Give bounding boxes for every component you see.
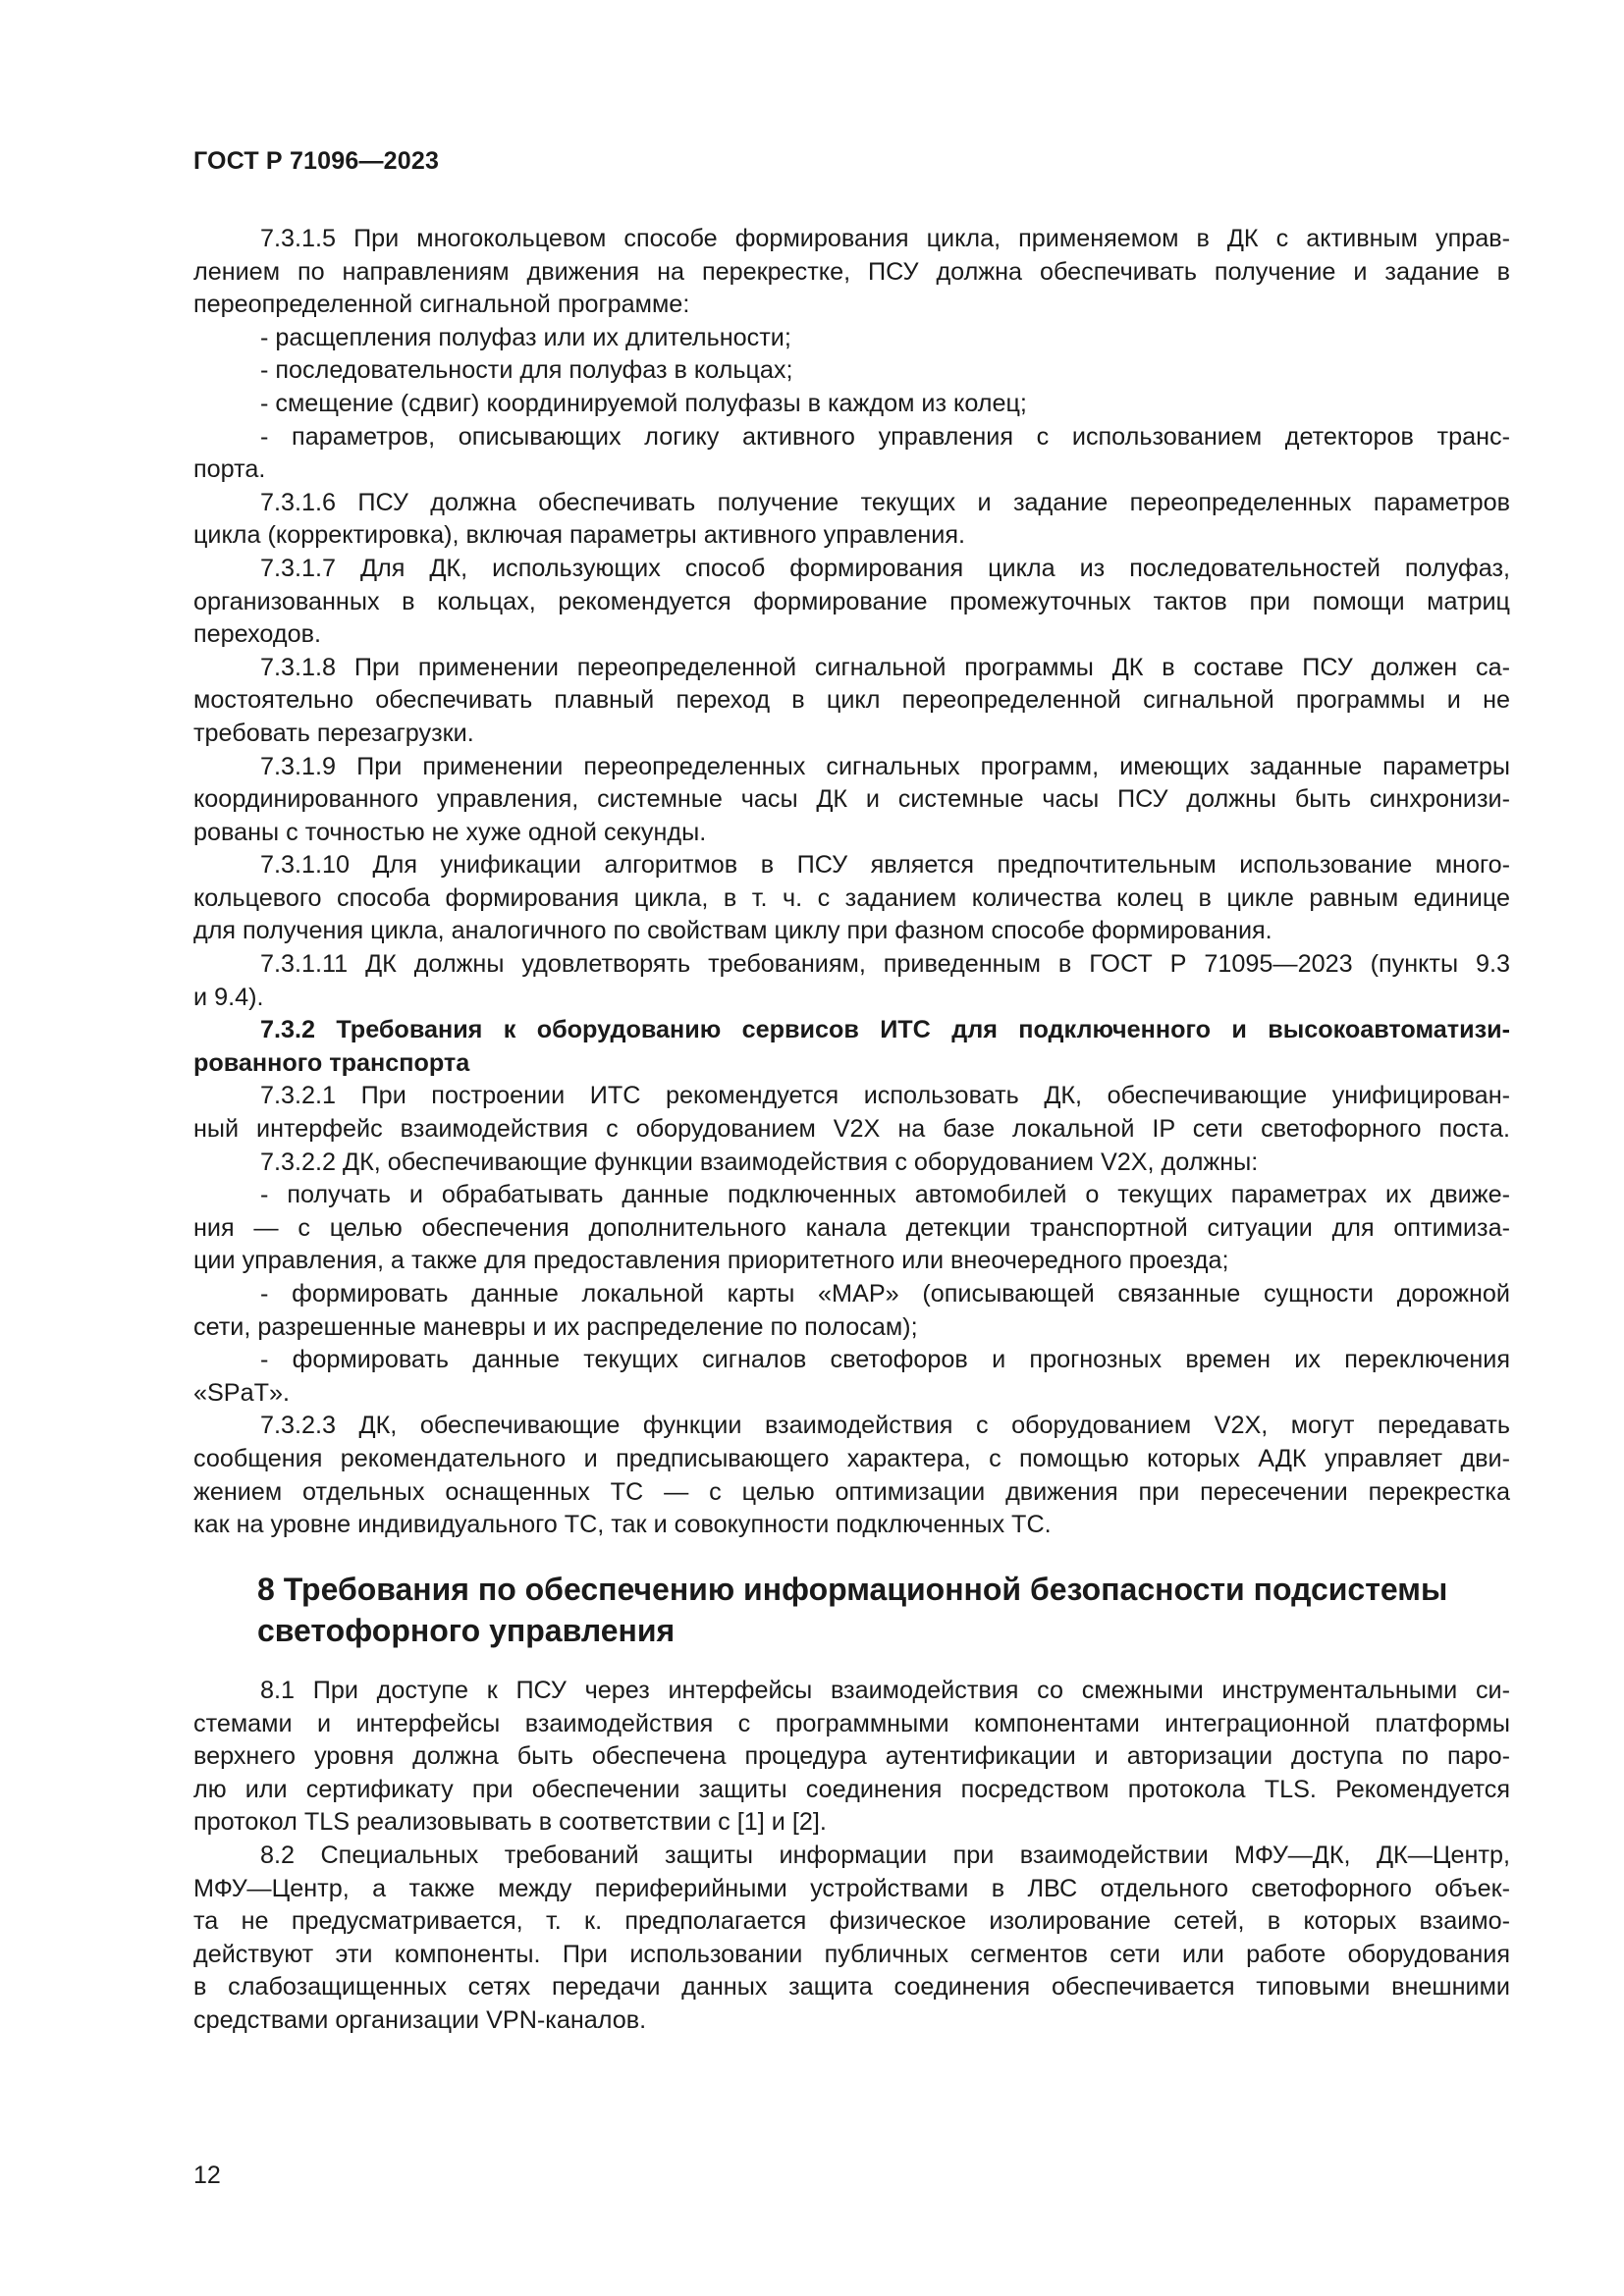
text-line: координированного управления, системные часы ДК и системные часы ПСУ должны быть синхронизи-	[193, 785, 1510, 814]
text-line: цикла (корректировка), включая параметры активного управления.	[193, 521, 966, 550]
text-line: 7.3.2.3 ДК, обеспечивающие функции взаимодействия с оборудованием V2X, могут передавать	[260, 1412, 1510, 1440]
text-line: порта.	[193, 455, 266, 484]
text-line: ный интерфейс взаимодействия с оборудованием V2X на базе локальной IP сети светофорного поста.	[193, 1115, 1510, 1144]
text-line: кольцевого способа формирования цикла, в т. ч. с заданием количества колец в цикле равным единице	[193, 883, 1510, 912]
text-line: - формировать данные текущих сигналов светофоров и прогнозных времен их переключения	[260, 1346, 1510, 1374]
section-8-heading-line-2: светофорного управления	[257, 1613, 676, 1648]
text-line: 7.3.1.7 Для ДК, использующих способ формирования цикла из последовательностей полуфаз,	[260, 554, 1510, 582]
text-line: 7.3.2.2 ДК, обеспечивающие функции взаимодействия с оборудованием V2X, должны:	[260, 1148, 1259, 1176]
text-line: организованных в кольцах, рекомендуется формирование промежуточных тактов при помощи матриц	[193, 587, 1510, 615]
text-line: лением по направлениям движения на перекрестке, ПСУ должна обеспечивать получение и задание в	[193, 257, 1510, 286]
body-text	[193, 223, 1510, 1542]
document-header: ГОСТ Р 71096—2023	[193, 147, 440, 175]
text-line: 7.3.1.8 При применении переопределенной сигнальной программы ДК в составе ПСУ должен са-	[260, 653, 1510, 681]
text-line: ния — с целью обеспечения дополнительного канала детекции транспортной ситуации для оптимиза-	[193, 1213, 1510, 1242]
text-line: та не предусматривается, т. к. предполагается физическое изолирование сетей, в которых взаимо-	[193, 1907, 1510, 1936]
text-line: 7.3.1.9 При применении переопределенных сигнальных программ, имеющих заданные параметры	[260, 752, 1510, 780]
text-line: переопределенной сигнальной программе:	[193, 291, 690, 319]
text-line: МФУ—Центр, а также между периферийными устройствами в ЛВС отдельного светофорного объек-	[193, 1874, 1510, 1902]
text-line: рованного транспорта	[193, 1048, 470, 1077]
text-line: 7.3.2.1 При построении ИТС рекомендуется использовать ДК, обеспечивающие унифицирован-	[260, 1082, 1510, 1110]
text-line: верхнего уровня должна быть обеспечена процедура аутентификации и авторизации доступа по паро-	[193, 1742, 1510, 1771]
page-number: 12	[193, 2162, 221, 2189]
text-line: сообщения рекомендательного и предписывающего характера, с помощью которых АДК управляет дви-	[193, 1444, 1510, 1472]
text-line: - последовательности для полуфаз в кольцах;	[260, 356, 793, 385]
text-line: требовать перезагрузки.	[193, 719, 474, 747]
text-line: - получать и обрабатывать данные подключенных автомобилей о текущих параметрах их движе-	[260, 1181, 1510, 1209]
section-8-text	[193, 1675, 1510, 2038]
text-line: протокол TLS реализовывать в соответствии с [1] и [2].	[193, 1808, 827, 1837]
text-line: лю или сертификату при обеспечении защиты соединения посредством протокола TLS. Рекомендуется	[193, 1775, 1510, 1803]
text-line: сети, разрешенные маневры и их распределение по полосам);	[193, 1312, 918, 1341]
text-line: 7.3.1.10 Для унификации алгоритмов в ПСУ является предпочтительным использование много-	[260, 851, 1510, 880]
text-line: мостоятельно обеспечивать плавный переход в цикл переопределенной сигнальной программы и не	[193, 686, 1510, 715]
section-8-heading	[257, 1569, 1510, 1651]
text-line: рованы с точностью не хуже одной секунды.	[193, 818, 707, 846]
text-line: как на уровне индивидуального ТС, так и совокупности подключенных ТС.	[193, 1511, 1052, 1539]
text-line: 7.3.1.11 ДК должны удовлетворять требованиям, приведенным в ГОСТ Р 71095—2023 (пункты 9.3	[260, 950, 1510, 979]
text-line: 7.3.1.6 ПСУ должна обеспечивать получение текущих и задание переопределенных параметров	[260, 488, 1510, 516]
text-line: стемами и интерфейсы взаимодействия с программными компонентами интеграционной платформы	[193, 1709, 1510, 1737]
text-line: жением отдельных оснащенных ТС — с целью оптимизации движения при пересечении перекрестка	[193, 1477, 1510, 1506]
text-line: 8.1 При доступе к ПСУ через интерфейсы взаимодействия со смежными инструментальными си-	[260, 1677, 1510, 1704]
text-line: средствами организации VPN-каналов.	[193, 2005, 647, 2034]
text-line: «SPaT».	[193, 1378, 291, 1407]
text-line: действуют эти компоненты. При использовании публичных сегментов сети или работе оборудования	[193, 1940, 1510, 1968]
text-line: - формировать данные локальной карты «MAP» (описывающей связанные сущности дорожной	[260, 1280, 1510, 1308]
text-line: 7.3.1.5 При многокольцевом способе формирования цикла, применяемом в ДК с активным управ-	[260, 225, 1510, 252]
text-line: ции управления, а также для предоставления приоритетного или внеочередного проезда;	[193, 1247, 1229, 1275]
text-line: для получения цикла, аналогичного по свойствам циклу при фазном способе формирования.	[193, 917, 1272, 945]
text-line: 7.3.2 Требования к оборудованию сервисов ИТС для подключенного и высокоавтоматизи-	[260, 1016, 1510, 1044]
text-line: 8.2 Специальных требований защиты информации при взаимодействии МФУ—ДК, ДК—Центр,	[260, 1841, 1510, 1869]
text-line: - расщепления полуфаз или их длительности;	[260, 323, 791, 351]
text-line: - параметров, описывающих логику активного управления с использованием детекторов транс-	[260, 422, 1510, 451]
text-line: в слабозащищенных сетях передачи данных защита соединения обеспечивается типовыми внешними	[193, 1973, 1510, 2002]
text-line: переходов.	[193, 620, 321, 649]
section-8-heading-line-1: 8 Требования по обеспечению информационной безопасности подсистемы	[257, 1572, 1448, 1607]
text-line: - смещение (сдвиг) координируемой полуфазы в каждом из колец;	[260, 389, 1027, 417]
text-line: и 9.4).	[193, 983, 264, 1011]
